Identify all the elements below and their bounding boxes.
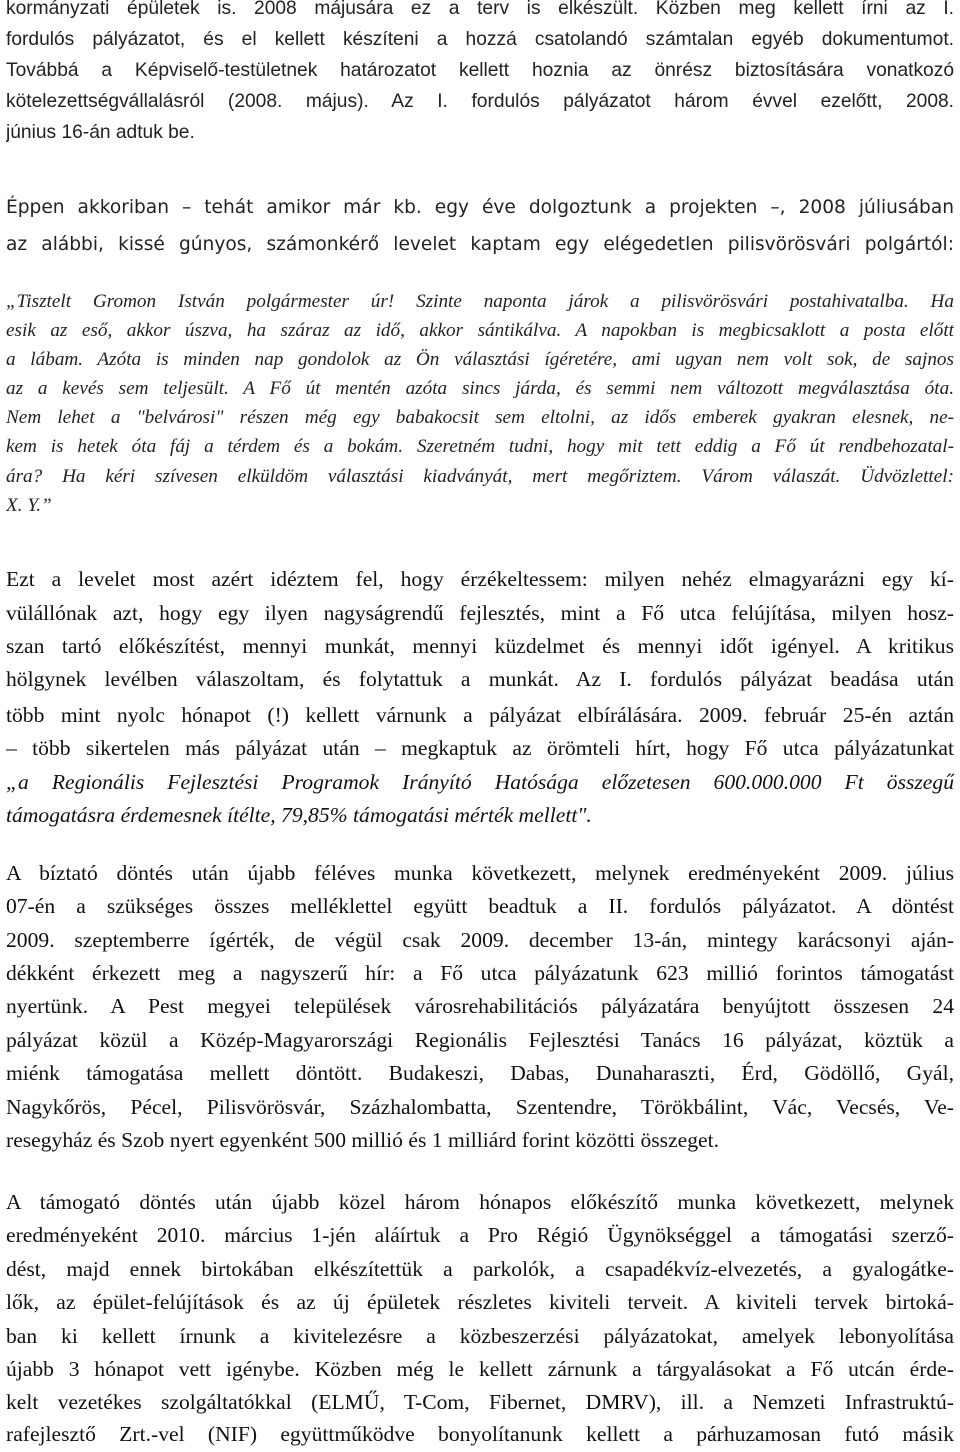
text-line: „a Regionális Fejlesztési Programok Irányító Hatósága előzetesen 600.000.000 Ft összegű [6, 770, 954, 794]
text-line: Nem lehet a "belvárosi" részen még egy babakocsit sem eltolni, az idős emberek gyakran elesnek, ne- [6, 407, 954, 428]
text-line: több mint nyolc hónapot (!) kellett várnunk a pályázat elbírálására. 2009. február 25-én aztán [6, 703, 954, 727]
text-line: kem is hetek óta fáj a térdem és a bokám. Szeretném tudni, hogy mit tett eddig a Fő út rendbehozatal- [6, 436, 954, 457]
text-line: kelt vezetékes szolgáltatókkal (ELMŰ, T-Com, Fibernet, DMRV), ill. a Nemzeti Infrastruktú- [6, 1390, 954, 1414]
text-line: 07-én a szükséges összes melléklettel együtt beadtuk a II. fordulós pályázatot. A döntést [6, 894, 954, 918]
text-line: Továbbá a Képviselő-testületnek határozatot kellett hoznia az önrész biztosítására vonatkozó [6, 60, 954, 81]
text-line: resegyház és Szob nyert egyenként 500 millió és 1 milliárd forint közötti összeget. [6, 1128, 720, 1152]
text-line: ban ki kellett írnunk a kivitelezésre a közbeszerzési pályázatokat, amelyek lebonyolítása [6, 1324, 954, 1348]
text-line: az alábbi, kissé gúnyos, számonkérő levelet kaptam egy elégedetlen pilisvörösvári polgártól: [6, 234, 954, 255]
text-line: szan tartó előkészítést, mennyi munkát, mennyi küzdelmet és mennyi időt igényel. A kritikus [6, 634, 954, 658]
text-line: a lábam. Azóta is minden nap gondolok az Ön választási ígéretére, ami ugyan nem volt sok, de sajnos [6, 349, 954, 370]
text-line: kormányzati épületek is. 2008 májusára ez a terv is elkészült. Közben meg kellett írni az I. [6, 0, 954, 19]
text-line: dékként érkezett meg a nagyszerű hír: a Fő utca pályázatunk 623 millió forintos támogatást [6, 961, 954, 985]
text-line: miénk támogatása mellett döntött. Budakeszi, Dabas, Dunaharaszti, Érd, Gödöllő, Gyál, [6, 1061, 954, 1085]
text-line: ára? Ha kéri szívesen elküldöm választási kiadványát, mert megőriztem. Várom válaszát. Üdvözlettel: [6, 466, 954, 487]
text-line: lők, az épület-felújítások és az új épületek részletes kiviteli terveit. A kiviteli tervek birtoká- [6, 1290, 954, 1314]
text-line: pályázat közül a Közép-Magyarországi Regionális Fejlesztési Tanács 16 pályázat, köztük a [6, 1028, 954, 1052]
text-line: támogatásra érdemesnek ítélte, 79,85% támogatási mérték mellett". [6, 803, 592, 827]
text-line: 2009. szeptemberre ígérték, de végül csak 2009. december 13-án, mintegy karácsonyi aján- [6, 928, 954, 952]
text-line: Ezt a levelet most azért idéztem fel, hogy érzékeltessem: milyen nehéz elmagyarázni egy kí- [6, 567, 954, 591]
text-line: dést, majd ennek birtokában elkészítettük a parkolók, a csapadékvíz-elvezetés, a gyalogátke- [6, 1257, 954, 1281]
text-line: újabb 3 hónapot vett igénybe. Közben még le kellett zárnunk a tárgyalásokat a Fő utcán érde- [6, 1357, 954, 1381]
text-line: az a kevés sem teljesült. A Fő út mentén azóta sincs járda, és semmi nem változott megválasztása óta. [6, 378, 954, 399]
text-line: A támogató döntés után újabb közel három hónapos előkészítő munka következett, melynek [6, 1190, 954, 1214]
text-line: vülállónak azt, hogy egy ilyen nagyságrendű fejlesztés, mint a Fő utca felújítása, milyen hosz- [6, 601, 954, 625]
text-line: X. Y.” [6, 495, 52, 516]
text-line: Éppen akkoriban – tehát amikor már kb. egy éve dolgoztunk a projekten –, 2008 júliusában [6, 197, 954, 218]
text-line: nyertünk. A Pest megyei települések városrehabilitációs pályázatára benyújtott összesen 24 [6, 994, 954, 1018]
text-line: hölgynek levélben válaszoltam, és folytattuk a munkát. Az I. fordulós pályázat beadása után [6, 667, 954, 691]
text-line: „Tisztelt Gromon István polgármester úr! Szinte naponta járok a pilisvörösvári postahivatalba. Ha [6, 291, 954, 312]
text-line: rafejlesztő Zrt.-vel (NIF) együttműködve bonyolítanunk kellett a párhuzamosan futó másik [6, 1422, 954, 1446]
text-line: június 16-án adtuk be. [6, 122, 195, 143]
text-line: Nagykőrös, Pécel, Pilisvörösvár, Százhalombatta, Szentendre, Törökbálint, Vác, Vecsés, Ve- [6, 1095, 954, 1119]
text-line: eredményeként 2010. március 1-jén aláírtuk a Pro Régió Ügynökséggel a támogatási szerző- [6, 1223, 954, 1247]
text-line: kötelezettségvállalásról (2008. május). Az I. fordulós pályázatot három évvel ezelőtt, 2008. [6, 91, 954, 112]
text-line: fordulós pályázatot, és el kellett készíteni a hozzá csatolandó számtalan egyéb dokumentumot. [6, 29, 954, 50]
text-line: – több sikertelen más pályázat után – megkaptuk az örömteli hírt, hogy Fő utca pályázatunkat [6, 736, 954, 760]
text-line: A bíztató döntés után újabb féléves munka következett, melynek eredményeként 2009. július [6, 861, 954, 885]
text-line: esik az eső, akkor úszva, ha száraz az idő, akkor sántikálva. A napokban is megbicsaklott a posta előtt [6, 320, 954, 341]
